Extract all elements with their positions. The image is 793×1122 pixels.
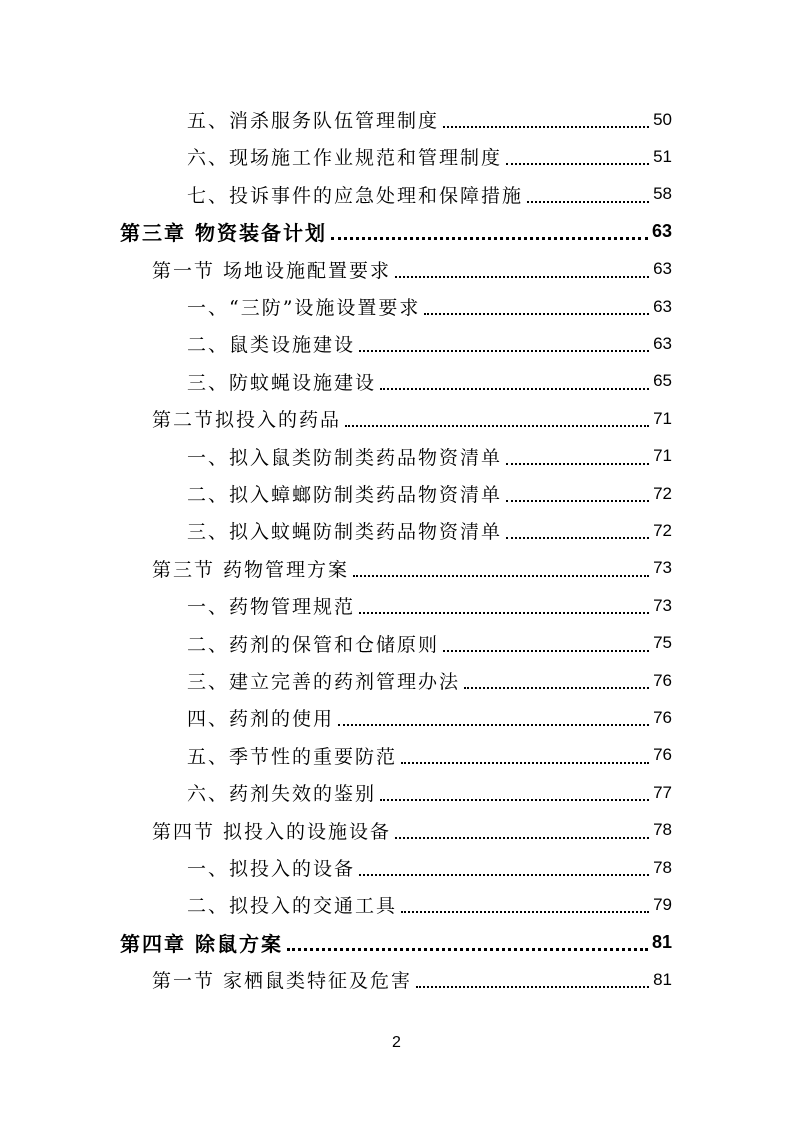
toc-entry-page: 71	[653, 446, 672, 466]
toc-entry-page: 75	[653, 633, 672, 653]
toc-entry[interactable]	[187, 662, 672, 699]
toc-entry-title: 第三节 药物管理方案	[152, 558, 350, 581]
toc-entry-page: 63	[651, 221, 672, 242]
toc-entry[interactable]	[152, 812, 672, 849]
toc-entry-page: 63	[653, 259, 672, 279]
toc-entry-page: 81	[653, 969, 672, 989]
toc-entry[interactable]	[187, 699, 672, 736]
toc-entry[interactable]	[187, 101, 672, 138]
dot-leader	[395, 812, 649, 849]
toc-entry-page: 79	[653, 894, 672, 914]
dot-leader	[401, 737, 649, 774]
toc-entry-page: 63	[653, 333, 672, 353]
toc-entry-title: 三、拟入蚊蝇防制类药品物资清单	[187, 521, 503, 544]
toc-entry[interactable]	[187, 625, 672, 662]
dot-leader	[464, 662, 649, 699]
toc-entry[interactable]	[187, 886, 672, 923]
toc-entry[interactable]	[152, 550, 672, 587]
toc-entry[interactable]	[120, 213, 672, 250]
toc-entry[interactable]	[187, 438, 672, 475]
toc-entry-title: 五、消杀服务队伍管理制度	[187, 110, 440, 132]
toc-entry[interactable]	[187, 512, 672, 549]
toc-entry[interactable]	[152, 400, 672, 437]
toc-entry-title: 二、药剂的保管和仓储原则	[187, 633, 440, 656]
dot-leader	[443, 101, 649, 138]
toc-entry-title: 第三章 物资装备计划	[120, 221, 327, 246]
toc-entry-title: 第一节 场地设施配置要求	[152, 259, 392, 282]
toc-entry-page: 58	[653, 184, 672, 204]
toc-entry[interactable]	[187, 288, 672, 325]
dot-leader	[506, 438, 649, 475]
dot-leader	[506, 138, 649, 175]
toc-entry-page: 72	[653, 483, 672, 503]
dot-leader	[345, 400, 649, 437]
dot-leader	[506, 512, 649, 549]
toc-entry[interactable]	[187, 737, 672, 774]
toc-entry-title: 三、防蚊蝇设施建设	[187, 371, 377, 394]
toc-entry-title: 六、现场施工作业规范和管理制度	[187, 147, 503, 170]
toc-entry-page: 77	[653, 782, 672, 802]
dot-leader	[443, 625, 649, 662]
dot-leader	[380, 363, 649, 400]
toc-entry[interactable]	[187, 587, 672, 624]
toc-entry-title: 一、拟投入的设备	[187, 858, 356, 880]
dot-leader	[416, 961, 649, 998]
toc-entry-page: 51	[653, 146, 672, 166]
toc-entry-title: 第四章 除鼠方案	[120, 931, 283, 956]
toc-entry-title: 七、投诉事件的应急处理和保障措施	[187, 184, 524, 207]
dot-leader	[401, 886, 649, 923]
toc-entry-page: 76	[653, 670, 672, 690]
toc-entry-title: 四、药剂的使用	[187, 708, 335, 731]
page-number: 2	[392, 1034, 401, 1051]
dot-leader	[331, 213, 648, 250]
toc-entry-page: 50	[653, 109, 672, 129]
toc-entry[interactable]	[187, 363, 672, 400]
toc-entry-title: 三、建立完善的药剂管理办法	[187, 671, 461, 693]
toc-entry-page: 76	[653, 707, 672, 727]
toc-entry[interactable]	[152, 251, 672, 288]
toc-entry-title: 第四节 拟投入的设施设备	[152, 820, 392, 843]
dot-leader	[359, 325, 649, 362]
toc-entry-page: 71	[653, 408, 672, 428]
toc-entry-page: 78	[653, 857, 672, 877]
toc-entry-page: 81	[651, 931, 672, 952]
toc-entry-title: 二、拟入蟑螂防制类药品物资清单	[187, 484, 503, 506]
dot-leader	[359, 587, 649, 624]
toc-entry[interactable]	[187, 849, 672, 886]
toc-entry[interactable]	[187, 774, 672, 811]
toc-entry-title: 第二节拟投入的药品	[152, 409, 342, 432]
toc-entry[interactable]	[187, 475, 672, 512]
toc-entry[interactable]	[120, 924, 672, 961]
dot-leader	[424, 288, 649, 325]
toc-entry-page: 72	[653, 520, 672, 540]
dot-leader	[395, 251, 649, 288]
toc-entry-title: 一、拟入鼠类防制类药品物资清单	[187, 446, 503, 469]
dot-leader	[527, 176, 649, 213]
toc-entry[interactable]	[187, 176, 672, 213]
dot-leader	[287, 924, 648, 961]
toc-entry-page: 65	[653, 371, 672, 391]
toc-entry-page: 63	[653, 296, 672, 316]
toc-entry-page: 78	[653, 820, 672, 840]
toc-entry-page: 76	[653, 745, 672, 765]
toc-entry-page: 73	[653, 558, 672, 578]
toc-entry-title: 二、拟投入的交通工具	[187, 895, 398, 918]
toc-entry-title: 二、鼠类设施建设	[187, 334, 356, 357]
toc-entry-title: 六、药剂失效的鉴别	[187, 783, 377, 806]
toc-entry-title: 一、“三防”设施设置要求	[187, 297, 421, 319]
dot-leader	[506, 475, 649, 512]
dot-leader	[359, 849, 649, 886]
dot-leader	[353, 550, 649, 587]
dot-leader	[338, 699, 649, 736]
toc-entry-page: 73	[653, 595, 672, 615]
toc-entry[interactable]	[187, 138, 672, 175]
toc-entry[interactable]	[152, 961, 672, 998]
toc-entry-title: 五、季节性的重要防范	[187, 745, 398, 768]
dot-leader	[380, 774, 649, 811]
toc-entry-title: 第一节 家栖鼠类特征及危害	[152, 970, 413, 993]
toc-entry-title: 一、药物管理规范	[187, 596, 356, 619]
toc-entry[interactable]	[187, 325, 672, 362]
